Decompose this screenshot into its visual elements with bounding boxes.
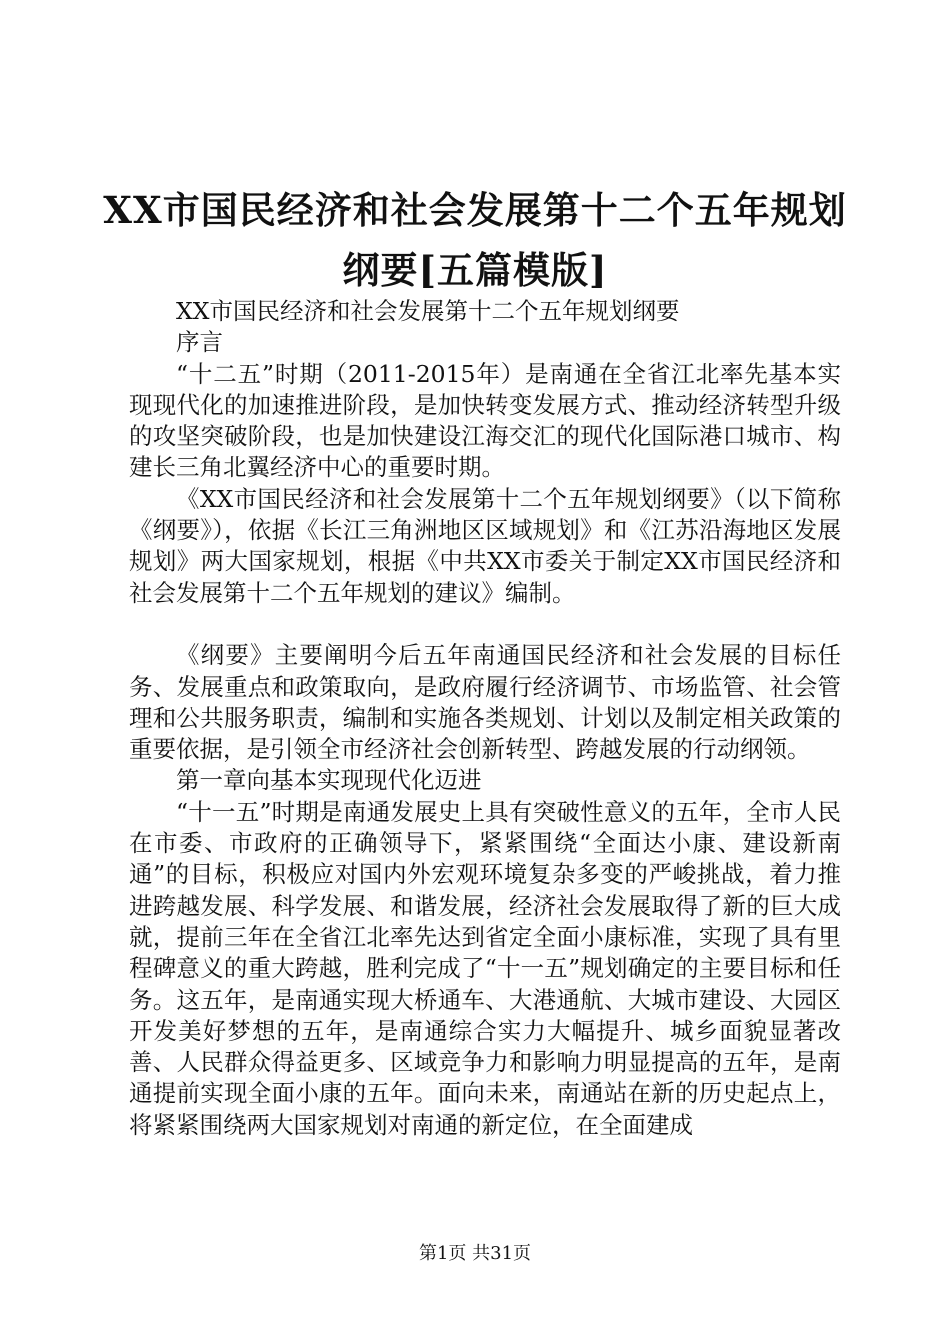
body-paragraph: “十二五”时期（2011-2015年）是南通在全省江北率先基本实现现代化的加速推进阶段，是加快转变发展方式、推动经济转型升级的攻坚突破阶段，也是加快建设江海交汇的现代化国际港口城市、构建长三角北翼经济中心的重要时期。 (129, 359, 841, 482)
subtitle-paragraph: XX市国民经济和社会发展第十二个五年规划纲要 (176, 297, 680, 325)
preface-heading: 序言 (176, 328, 223, 357)
document-title-line-2: 纲要[五篇模版] (342, 248, 608, 292)
chapter-heading: 第一章向基本实现现代化迈进 (176, 766, 482, 795)
document-body (129, 296, 841, 1141)
document-title-line-1: XX市国民经济和社会发展第十二个五年规划 (103, 188, 847, 232)
body-paragraph: “十一五”时期是南通发展史上具有突破性意义的五年，全市人民在市委、市政府的正确领导下，紧紧围绕“全面达小康、建设新南通”的目标，积极应对国内外宏观环境复杂多变的严峻挑战，着力推进跨越发展、科学发展、和谐发展，经济社会发展取得了新的巨大成就，提前三年在全省江北率先达到省定全面小康标准，实现了具有里程碑意义的重大跨越，胜利完成了“十一五”规划确定的主要目标和任务。这五年，是南通实现大桥通车、大港通航、大城市建设、大园区开发美好梦想的五年，是南通综合实力大幅提升、城乡面貌显著改善、人民群众得益更多、区域竞争力和影响力明显提高的五年，是南通提前实现全面小康的五年。面向未来，南通站在新的历史起点上，将紧紧围绕两大国家规划对南通的新定位，在全面建成 (129, 797, 841, 1139)
body-paragraph: 《XX市国民经济和社会发展第十二个五年规划纲要》（以下简称《纲要》），依据《长江三角洲地区区域规划》和《江苏沿海地区发展规划》两大国家规划，根据《中共XX市委关于制定XX市国民经济和社会发展第十二个五年规划的建议》编制。 (129, 484, 841, 607)
page-footer: 第1页 共31页 (418, 1243, 532, 1264)
body-paragraph: 《纲要》主要阐明今后五年南通国民经济和社会发展的目标任务、发展重点和政策取向，是政府履行经济调节、市场监管、社会管理和公共服务职责，编制和实施各类规划、计划以及制定相关政策的重要依据，是引领全市经济社会创新转型、跨越发展的行动纲领。 (129, 641, 841, 764)
